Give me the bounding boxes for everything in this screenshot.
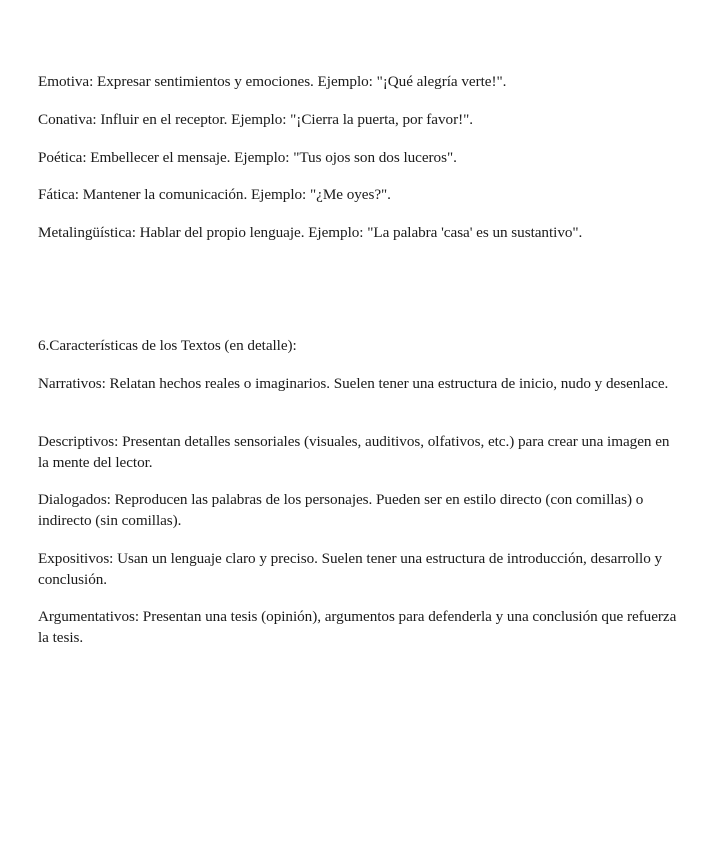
- function-conativa: Conativa: Influir en el receptor. Ejemplo: "¡Cierra la puerta, por favor!".: [38, 111, 473, 128]
- function-fatica: Fática: Mantener la comunicación. Ejemplo: "¿Me oyes?".: [38, 186, 391, 203]
- function-metalinguistica: Metalingüística: Hablar del propio lenguaje. Ejemplo: "La palabra 'casa' es un sustantivo".: [38, 224, 583, 241]
- section-heading: 6.Características de los Textos (en detalle):: [38, 337, 297, 354]
- text-type-narrativos: Narrativos: Relatan hechos reales o imaginarios. Suelen tener una estructura de inicio, nudo y desenlace.: [38, 375, 669, 392]
- text-type-dialogados: Dialogados: Reproducen las palabras de los personajes. Pueden ser en estilo directo (con comillas) o indirecto (sin comillas).: [38, 491, 644, 529]
- text-type-descriptivos: Descriptivos: Presentan detalles sensoriales (visuales, auditivos, olfativos, etc.) para crear una imagen en la mente del lector.: [38, 433, 670, 471]
- function-poetica: Poética: Embellecer el mensaje. Ejemplo: "Tus ojos son dos luceros".: [38, 149, 457, 166]
- function-emotiva: Emotiva: Expresar sentimientos y emociones. Ejemplo: "¡Qué alegría verte!".: [38, 73, 507, 90]
- text-type-expositivos: Expositivos: Usan un lenguaje claro y preciso. Suelen tener una estructura de introducción, desarrollo y conclusión.: [38, 550, 663, 588]
- text-type-argumentativos: Argumentativos: Presentan una tesis (opinión), argumentos para defenderla y una conclusión que refuerza la tesis.: [38, 608, 677, 646]
